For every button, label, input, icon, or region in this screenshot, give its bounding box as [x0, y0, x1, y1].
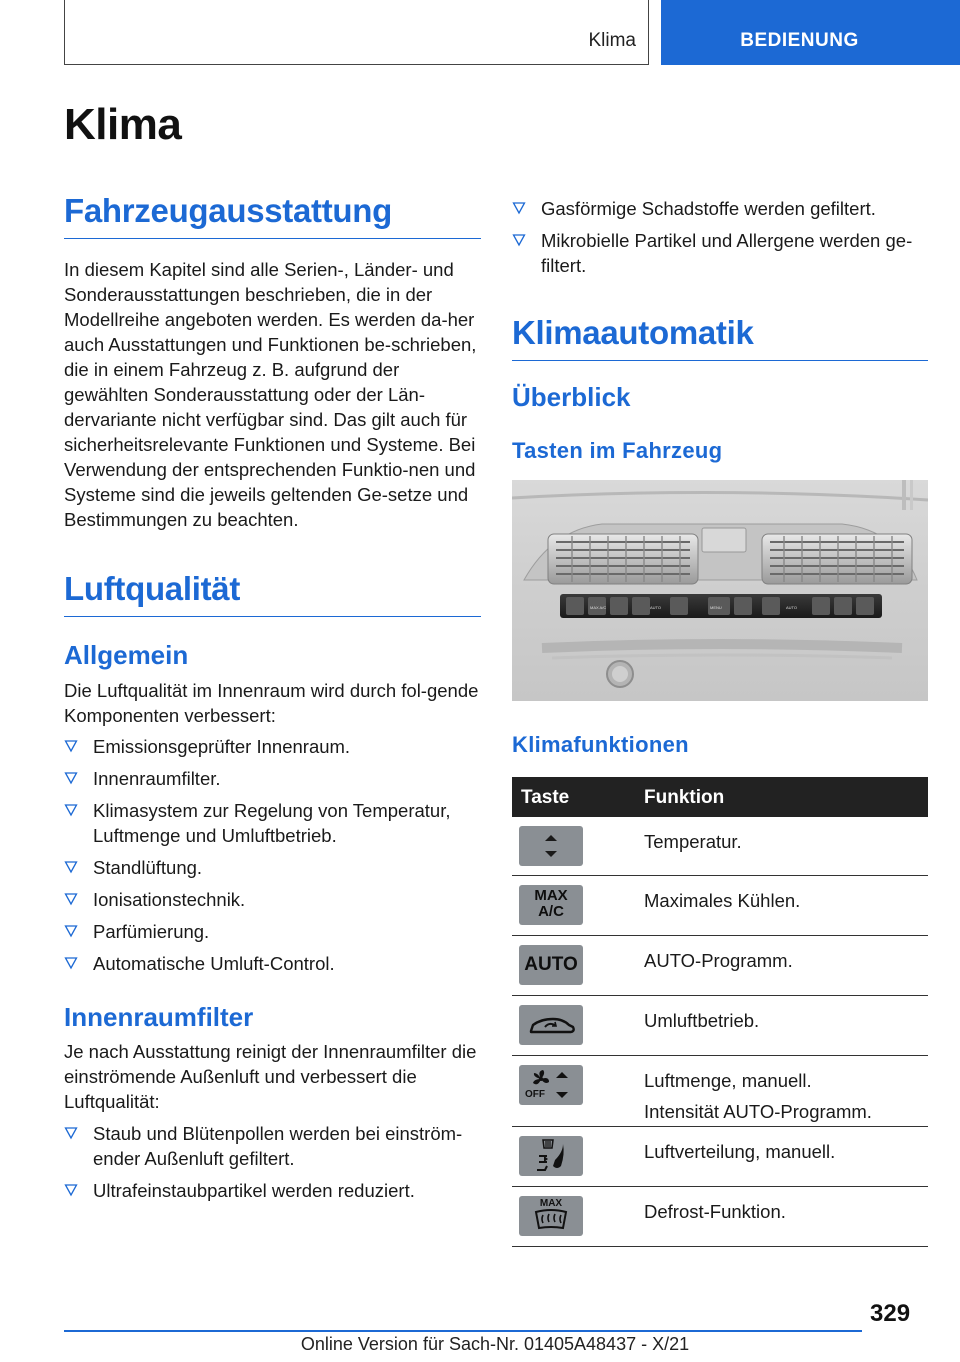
triangle-bullet-icon: [64, 892, 78, 906]
photo-key-menu: MENU: [710, 605, 722, 610]
page-number: 329: [870, 1300, 911, 1327]
table-row: [512, 817, 928, 876]
list-item: Innenraumfilter.: [64, 766, 481, 791]
function-text-secondary: Intensität AUTO-Programm.: [644, 1101, 872, 1122]
filter-list-continued: [512, 196, 928, 285]
list-item: Mikrobielle Partikel und Allergene werden ge-filtert.: [512, 228, 928, 278]
heading-fahrzeugausstattung: Fahrzeugausstattung: [64, 192, 481, 239]
footer-text: Online Version für Sach-Nr. 01405A48437 - X/21: [300, 1334, 690, 1354]
air-distribution-icon: [519, 1136, 583, 1176]
climate-panel-photo: [512, 480, 928, 701]
heading-tasten-im-fahrzeug: Tasten im Fahrzeug: [512, 438, 723, 463]
list-item: Staub und Blütenpollen werden bei einström-ender Außenluft gefiltert.: [64, 1121, 481, 1171]
triangle-bullet-icon: [64, 1126, 78, 1140]
triangle-bullet-icon: [512, 201, 526, 215]
footer-divider: [64, 1330, 862, 1332]
heading-klimaautomatik: Klimaautomatik: [512, 314, 928, 361]
heading-allgemein: Allgemein: [64, 640, 189, 670]
function-text: Luftverteilung, manuell.: [644, 1141, 836, 1162]
function-text: Luftmenge, manuell.: [644, 1070, 812, 1091]
list-item: Ionisationstechnik.: [64, 887, 481, 912]
table-header: [512, 777, 928, 817]
function-text: Umluftbetrieb.: [644, 1010, 760, 1031]
list-item: Standlüftung.: [64, 855, 481, 880]
defrost-icon: MAX: [519, 1196, 583, 1236]
auto-icon: AUTO: [519, 945, 583, 985]
function-text: Temperatur.: [644, 831, 742, 852]
climate-panel-illustration: [512, 480, 928, 701]
triangle-bullet-icon: [64, 860, 78, 874]
fan-speed-icon: OFF: [519, 1065, 583, 1105]
page-title: Klima: [64, 100, 182, 149]
max-ac-icon: MAX A/C: [519, 885, 583, 925]
triangle-bullet-icon: [64, 956, 78, 970]
recirculation-icon: [519, 1005, 583, 1045]
list-item: Automatische Umluft-Control.: [64, 951, 481, 976]
table-row: [512, 1187, 928, 1247]
header-section-label: BEDIENUNG: [740, 30, 859, 51]
list-item: Klimasystem zur Regelung von Temperatur, Luftmenge und Umluftbetrieb.: [64, 798, 481, 848]
table-row: [512, 876, 928, 936]
table-row: [512, 996, 928, 1056]
triangle-bullet-icon: [64, 1183, 78, 1197]
header-section-tab: [661, 0, 960, 65]
fahrzeug-paragraph: In diesem Kapitel sind alle Serien-, Länder- und Sonderausstattungen beschrieben, die in der Modellreihe angeboten werden. Es werden da-her auch Ausstattungen und Funktionen be-schrieben, die in einem Fahrzeug z. B. aufgrund der gewählten Sonderausstattung oder der Län-dervariante nicht verfügbar sind. Das gilt auch für sicherheitsrelevante Funktionen und Systeme. Bei Verwendung der entsprechenden Funktio-nen und Systeme sind die jeweils geltenden Ge-setze und Bestimmungen zu beachten.: [64, 259, 477, 530]
triangle-bullet-icon: [64, 924, 78, 938]
table-row: [512, 936, 928, 996]
list-item: Parfümierung.: [64, 919, 481, 944]
heading-klimafunktionen: Klimafunktionen: [512, 732, 689, 757]
list-item: Ultrafeinstaubpartikel werden reduziert.: [64, 1178, 481, 1203]
heading-innenraumfilter: Innenraumfilter: [64, 1002, 254, 1032]
photo-key-auto-right: AUTO: [786, 605, 798, 610]
column-header-funktion: Funktion: [644, 787, 725, 808]
triangle-bullet-icon: [64, 771, 78, 785]
function-text: Maximales Kühlen.: [644, 890, 801, 911]
function-text: Defrost-Funktion.: [644, 1201, 786, 1222]
temperature-arrows-icon: [519, 826, 583, 866]
climate-functions-table: [512, 777, 928, 1247]
triangle-bullet-icon: [512, 233, 526, 247]
allgemein-paragraph: Die Luftqualität im Innenraum wird durch fol-gende Komponenten verbessert:: [64, 680, 479, 726]
list-item: Gasförmige Schadstoffe werden gefiltert.: [512, 196, 928, 221]
heading-luftqualitaet: Luftqualität: [64, 570, 481, 617]
table-row: [512, 1056, 928, 1127]
triangle-bullet-icon: [64, 803, 78, 817]
filter-paragraph: Je nach Ausstattung reinigt der Innenraumfilter die einströmende Außenluft und verbessert die Luftqualität:: [64, 1041, 477, 1112]
photo-key-max-ac: MAX A/C: [590, 605, 607, 610]
header-chapter: Klima: [588, 30, 636, 51]
luft-list: [64, 734, 481, 983]
function-text: AUTO-Programm.: [644, 950, 793, 971]
triangle-bullet-icon: [64, 739, 78, 753]
list-item: Emissionsgeprüfter Innenraum.: [64, 734, 481, 759]
photo-key-auto-left: AUTO: [650, 605, 662, 610]
table-row: [512, 1127, 928, 1187]
heading-ueberblick: Überblick: [512, 382, 631, 412]
column-header-taste: Taste: [521, 787, 570, 808]
filter-list: [64, 1121, 481, 1210]
header-box: [64, 0, 649, 65]
